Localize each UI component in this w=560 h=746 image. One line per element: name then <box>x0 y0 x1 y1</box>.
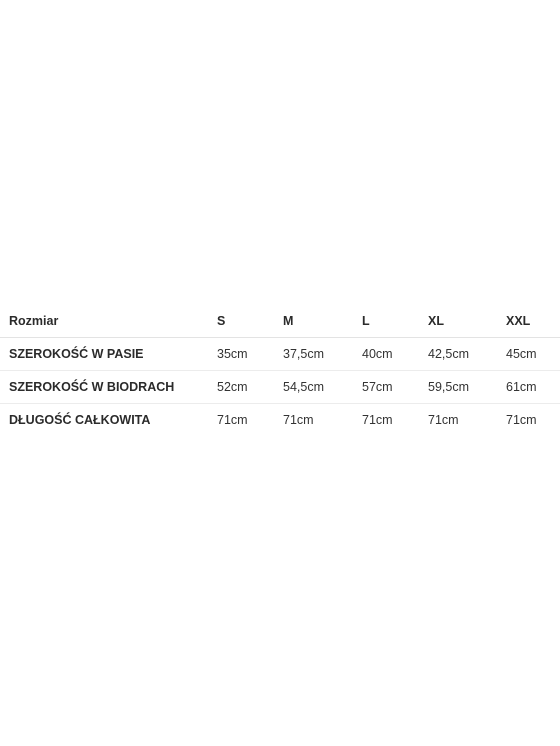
cell-waist-m: 37,5cm <box>283 338 362 371</box>
header-row <box>0 305 560 338</box>
table-row-waist-width <box>0 338 560 371</box>
cell-waist-xl: 42,5cm <box>428 338 506 371</box>
cell-hip-xxl: 61cm <box>506 371 560 404</box>
cell-waist-xxl: 45cm <box>506 338 560 371</box>
header-size-xl: XL <box>428 305 506 338</box>
cell-length-xxl: 71cm <box>506 413 537 427</box>
cell-hip-l: 57cm <box>362 371 428 404</box>
cell-waist-l: 40cm <box>362 338 428 371</box>
cell-length-s: 71cm <box>217 413 248 427</box>
cell-hip-m: 54,5cm <box>283 371 362 404</box>
table-row-total-length <box>0 404 560 437</box>
cell-hip-xl: 59,5cm <box>428 371 506 404</box>
cell-hip-s: 52cm <box>217 371 283 404</box>
row-label-total-length: DŁUGOŚĆ CAŁKOWITA <box>9 413 151 427</box>
cell-length-l: 71cm <box>362 413 393 427</box>
header-size-label: Rozmiar <box>0 305 217 338</box>
row-label-waist-width: SZEROKOŚĆ W PASIE <box>0 338 217 371</box>
table-row-hip-width <box>0 371 560 404</box>
cell-waist-s: 35cm <box>217 338 283 371</box>
header-size-s: S <box>217 305 283 338</box>
cell-length-xl: 71cm <box>428 413 459 427</box>
cell-length-m: 71cm <box>283 413 314 427</box>
size-chart-header <box>0 305 560 338</box>
row-label-hip-width: SZEROKOŚĆ W BIODRACH <box>0 371 217 404</box>
size-chart-body <box>0 338 560 437</box>
header-size-m: M <box>283 305 362 338</box>
size-chart-table <box>0 305 560 436</box>
header-size-l: L <box>362 305 428 338</box>
header-size-xxl: XXL <box>506 305 560 338</box>
